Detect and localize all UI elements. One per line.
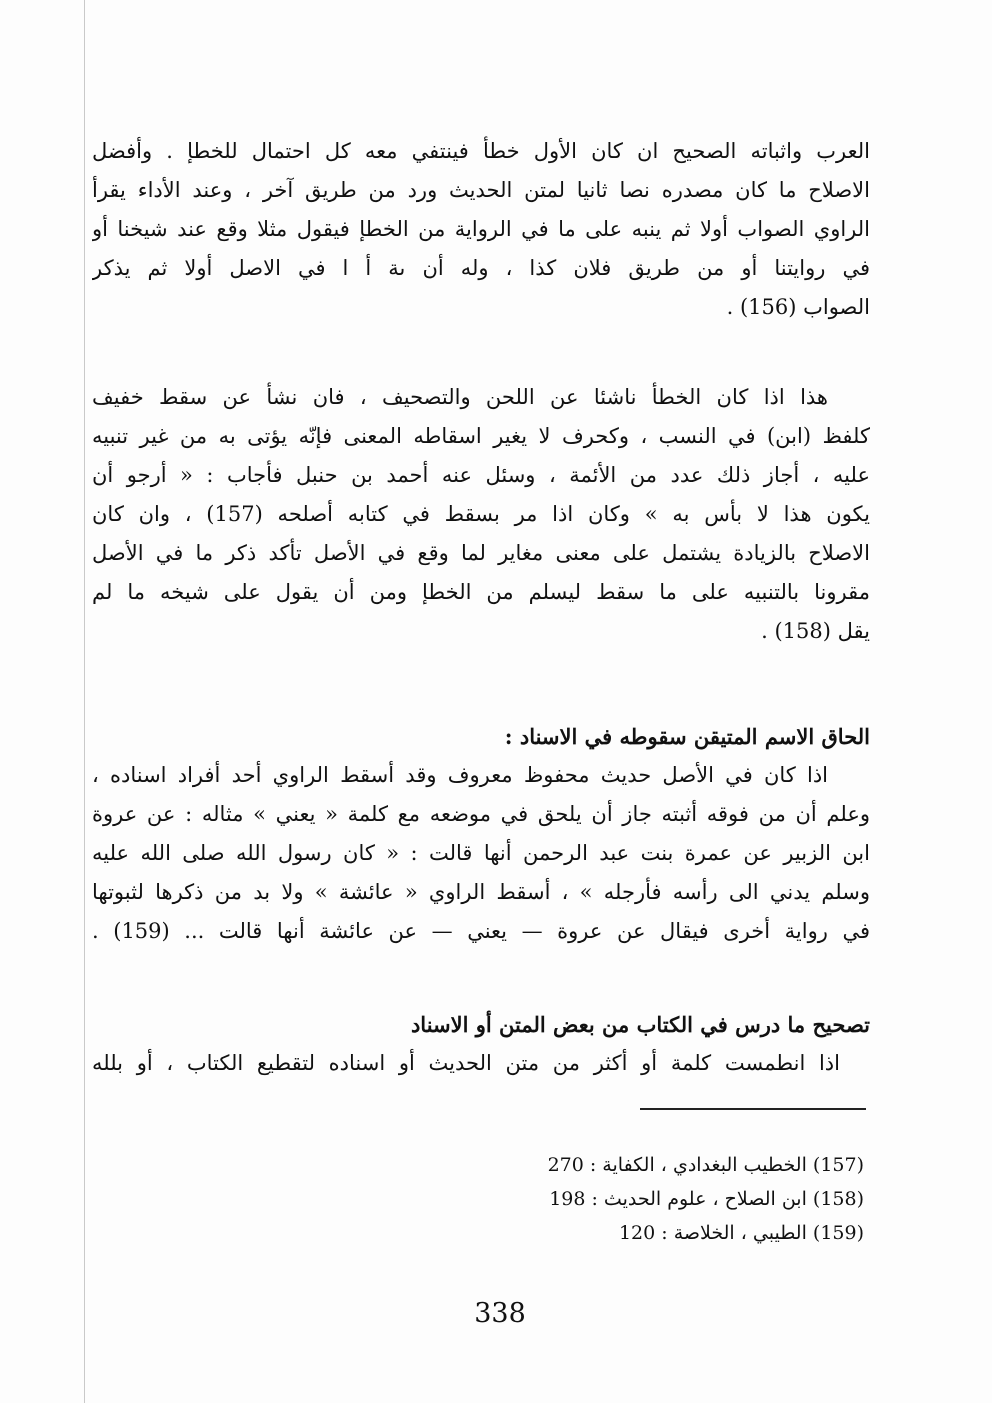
text-line: مقرونا بالتنبيه على ما سقط ليسلم من الخطإ ومن أن يقول على شيخه ما لم [92, 580, 870, 604]
text-line: وعلم أن من فوقه أثبته جاز أن يلحق في موضعه مع كلمة « يعني » مثاله : عن عروة [92, 802, 870, 826]
paragraph-2 [92, 378, 870, 651]
page-number: 338 [474, 1298, 526, 1329]
text-line: اذا كان في الأصل حديث محفوظ معروف وقد أسقط الراوي أحد أفراد اسناده ، [92, 763, 828, 787]
footnote-158: (158) ابن الصلاح ، علوم الحديث : 198 [549, 1188, 864, 1210]
section-heading: الحاق الاسم المتيقن سقوطه في الاسناد : [504, 724, 870, 749]
section-insert-name [92, 718, 870, 951]
text-line: الصواب (156) . [726, 295, 870, 319]
text-line: الراوي الصواب أولا ثم ينبه على ما في الرواية من الخطإ فيقول مثلا وقع عند شيخنا أو [92, 217, 870, 241]
text-line: يكون هذا لا بأس به » وكان اذا مر بسقط في كتابه أصلحه (157) ، وان كان [92, 502, 870, 526]
text-line: عليه ، أجاز ذلك عدد من الأئمة ، وسئل عنه أحمد بن حنبل فأجاب : « أرجو أن [92, 463, 870, 487]
footnotes [360, 1148, 864, 1250]
footnote-159: (159) الطيبي ، الخلاصة : 120 [618, 1222, 864, 1244]
text-line: يقل (158) . [761, 619, 870, 643]
text-line: وسلم يدني الى رأسه فأرجله » ، أسقط الراوي « عائشة » ولا بد من ذكرها لثبوتها [92, 880, 870, 904]
footnote-157: (157) الخطيب البغدادي ، الكفاية : 270 [547, 1154, 864, 1176]
text-line: في روايتنا أو من طريق فلان كذا ، وله أن ىة أ ا في الاصل أولا ثم يذكر [92, 256, 870, 280]
paragraph-1 [92, 132, 870, 327]
text-line: الاصلاح بالزيادة يشتمل على معنى مغاير لما وقع في الأصل تأكد ذكر ما في الأصل [92, 541, 870, 565]
text-line: العرب واثباته الصحيح ان كان الأول خطأ فينتفي معه كل احتمال للخطإ . وأفضل [92, 139, 870, 163]
text-line: الاصلاح ما كان مصدره نصا ثانيا لمتن الحديث ورد من طريق آخر ، وعند الأداء يقرأ [92, 178, 870, 202]
text-line: هذا اذا كان الخطأ ناشئا عن اللحن والتصحيف ، فان نشأ عن سقط خفيف [92, 385, 828, 409]
text-line: ابن الزبير عن عمرة بنت عبد الرحمن أنها قالت : « كان رسول الله صلى الله عليه [92, 841, 870, 865]
section-heading: تصحيح ما درس في الكتاب من بعض المتن أو الاسناد [410, 1012, 870, 1037]
scan-edge-line [84, 0, 85, 1403]
text-line: في رواية أخرى فيقال عن عروة — يعني — عن عائشة أنها قالت ... (159) . [92, 919, 870, 943]
section-correction [92, 1006, 870, 1083]
text-line: كلفظ (ابن) في النسب ، وكحرف لا يغير اسقاطه المعنى فإنّه يؤتى به من غير تنبيه [92, 424, 870, 448]
text-line: اذا انطمست كلمة أو أكثر من متن الحديث أو اسناده لتقطيع الكتاب ، أو بلله [92, 1051, 840, 1075]
footnote-separator [640, 1108, 866, 1110]
